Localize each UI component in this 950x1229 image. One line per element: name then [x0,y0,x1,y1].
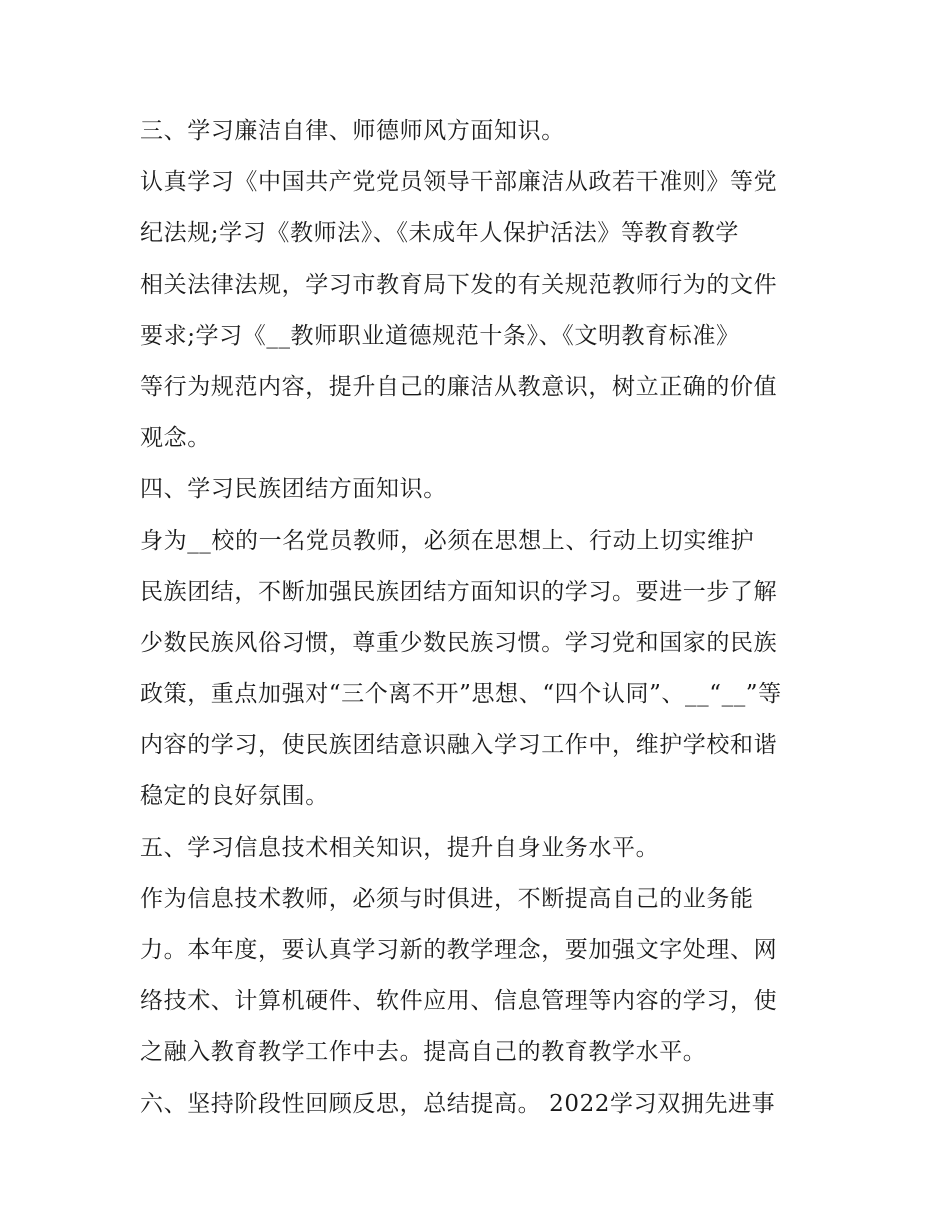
paragraph-line: 力。本年度，要认真学习新的教学理念，要加强文字处理、网 [140,937,778,963]
paragraph-line: 要求;学习《__教师职业道德规范十条》、《文明教育标准》 [140,322,740,349]
paragraph-line: 身为__校的一名党员教师，必须在思想上、行动上切实维护 [140,527,755,554]
section-heading-6: 六、坚持阶段性回顾反思，总结提高。 2022学习双拥先进事 [140,1090,776,1117]
paragraph-line: 民族团结，不断加强民族团结方面知识的学习。要进一步了解 [140,578,778,605]
paragraph-line: 纪法规;学习《教师法》、《未成年人保护活法》等教育教学 [140,220,739,247]
paragraph-line: 少数民族风俗习惯，尊重少数民族习惯。学习党和国家的民族 [140,629,778,656]
section-heading-4: 四、学习民族团结方面知识。 [140,476,447,503]
paragraph-line: 观念。 [140,425,211,452]
section-heading-3: 三、学习廉洁自律、师德师风方面知识。 [140,118,565,144]
document-body [140,106,820,1130]
paragraph-line: 相关法律法规，学习市教育局下发的有关规范教师行为的文件 [140,271,778,298]
paragraph-line: 之融入教育教学工作中去。提高自己的教育教学水平。 [140,1039,707,1066]
paragraph-line: 认真学习《中国共产党党员领导干部廉洁从政若干准则》等党 [140,169,778,196]
paragraph-line: 政策，重点加强对“三个离不开”思想、“四个认同”、__“__”等 [140,681,782,708]
paragraph-line: 内容的学习，使民族团结意识融入学习工作中，维护学校和谐 [140,732,778,759]
paragraph-line: 作为信息技术教师，必须与时俱进，不断提高自己的业务能 [140,885,754,912]
paragraph-line: 等行为规范内容，提升自己的廉洁从教意识，树立正确的价值 [140,373,778,400]
section-heading-5: 五、学习信息技术相关知识，提升自身业务水平。 [140,834,660,861]
paragraph-line: 稳定的良好氛围。 [140,783,329,810]
paragraph-line: 络技术、计算机硬件、软件应用、信息管理等内容的学习，使 [140,988,778,1015]
